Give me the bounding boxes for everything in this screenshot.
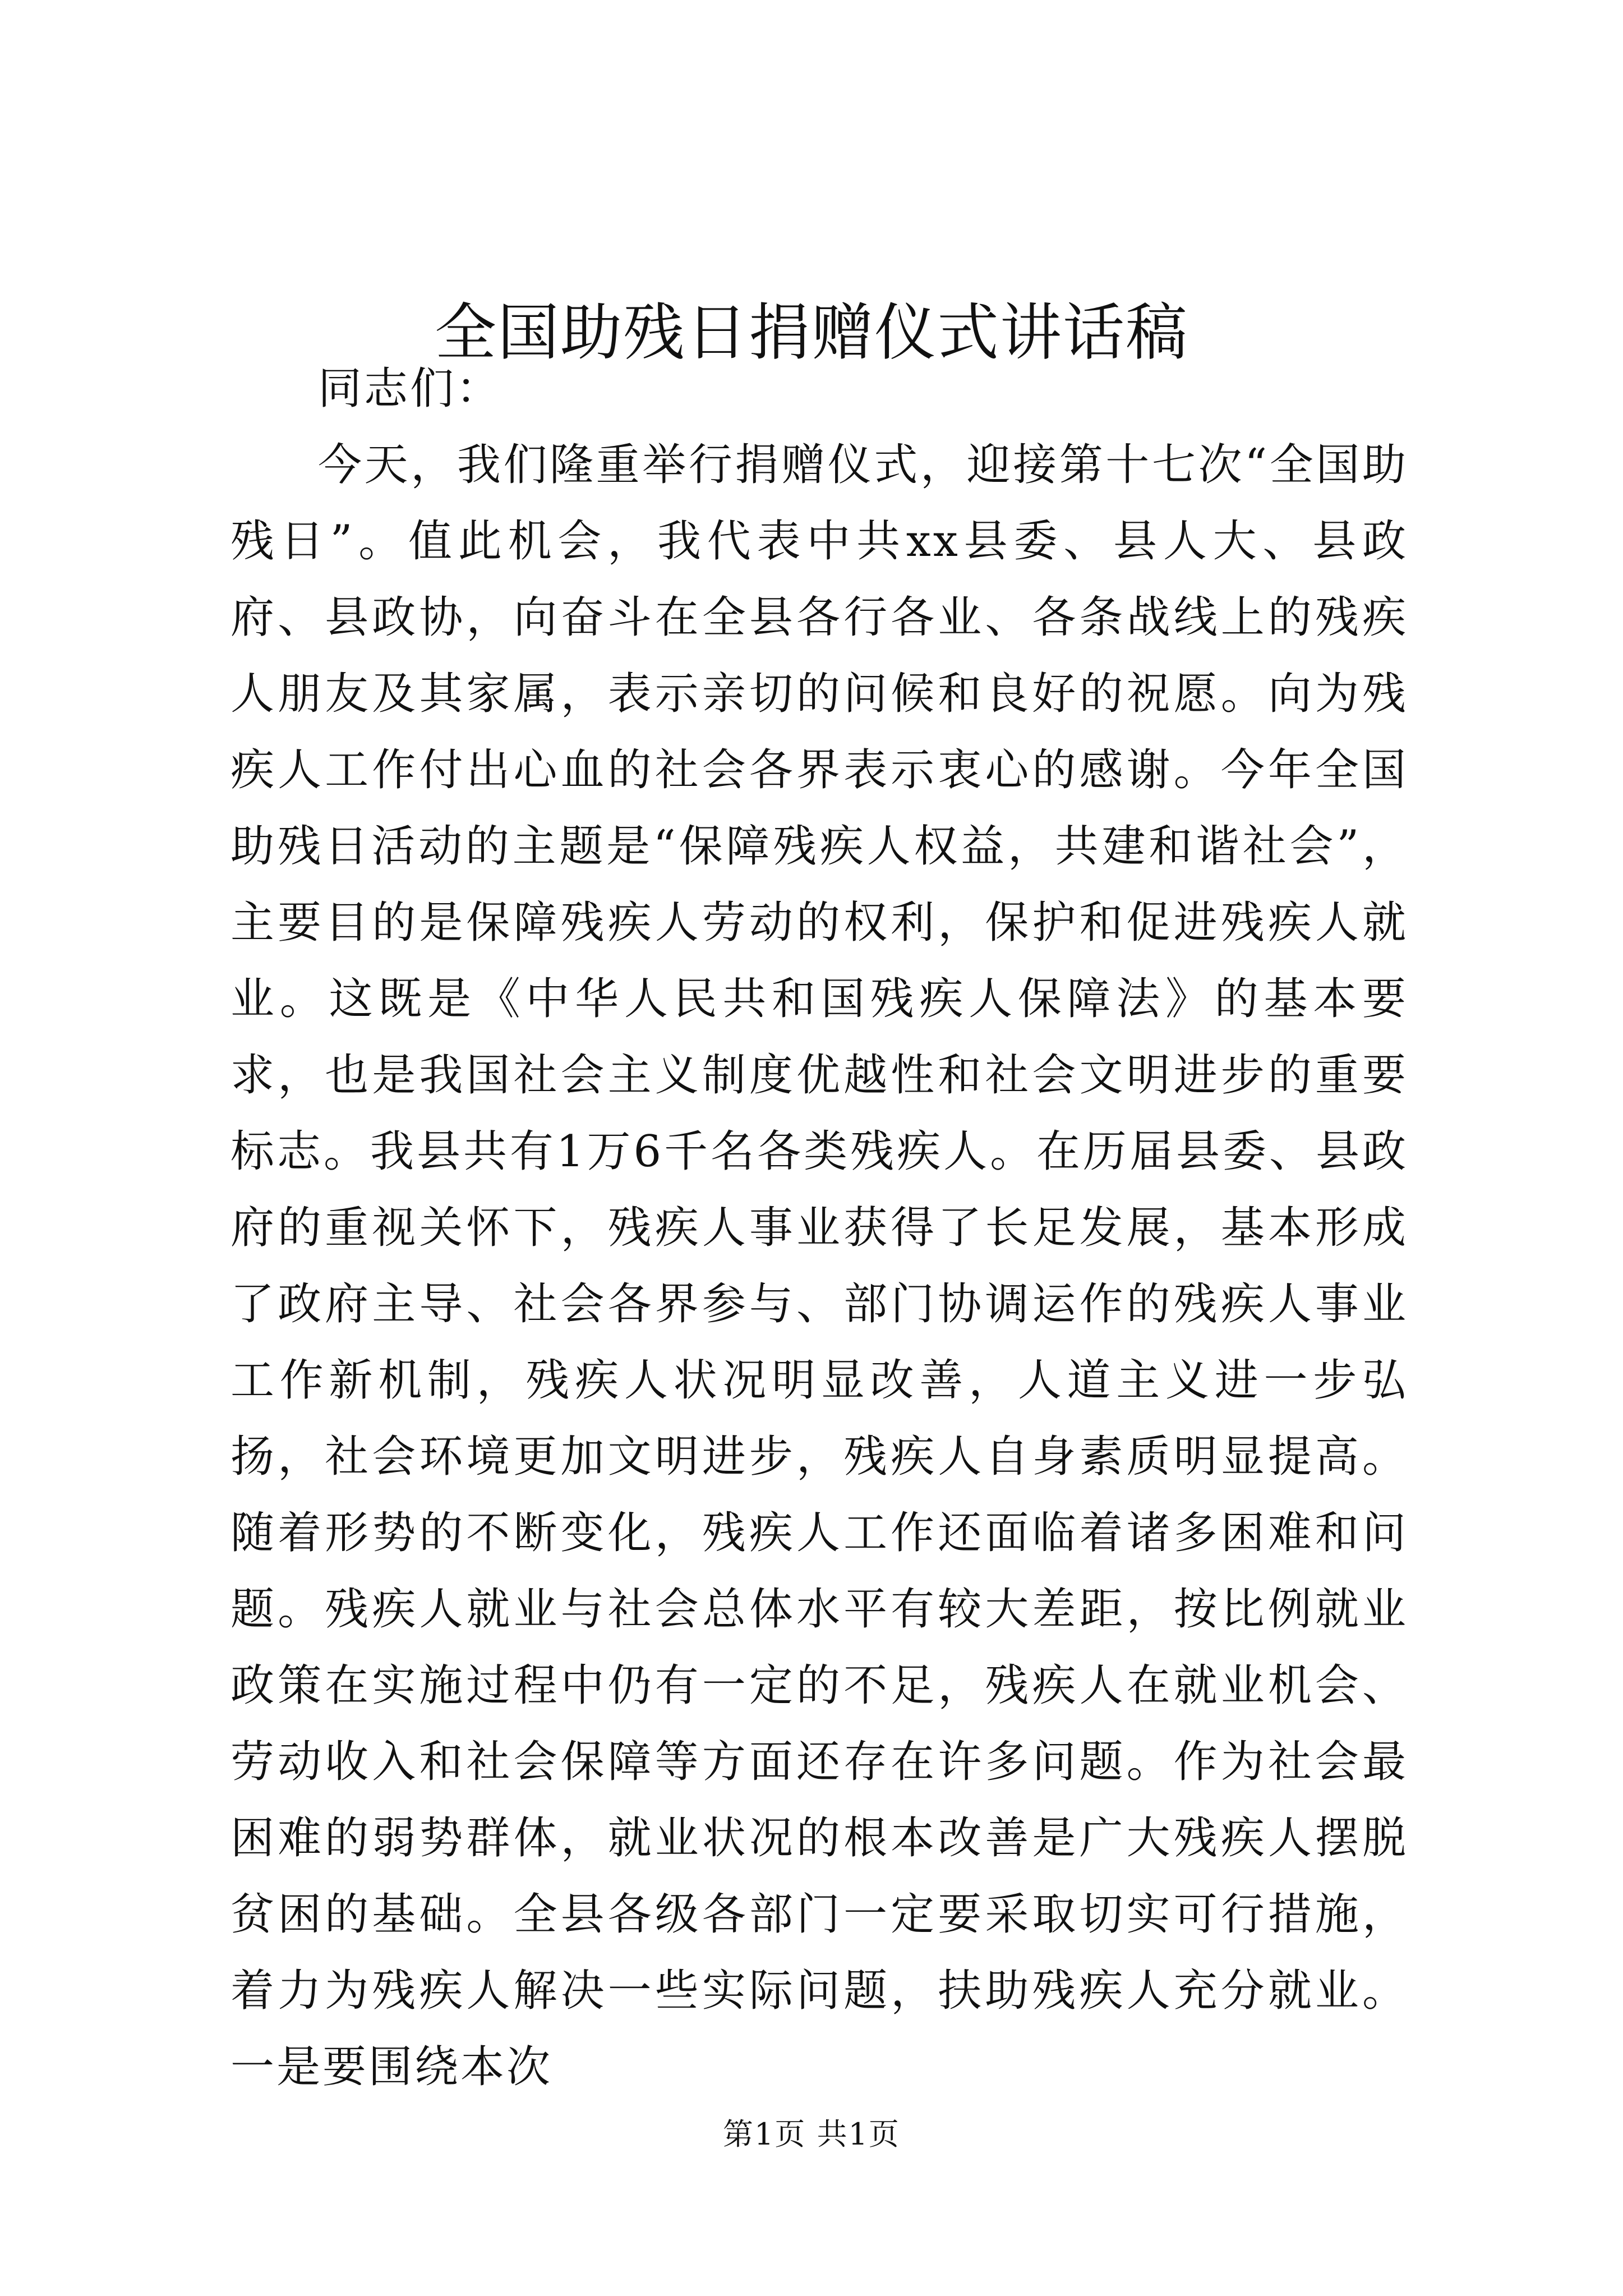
body-paragraph: 今天，我们隆重举行捐赠仪式，迎接第十七次“全国助残日”。值此机会，我代表中共xx县委、县人大、县政府、县政协，向奋斗在全县各行各业、各条战线上的残疾人朋友及其家属，表示亲切的问候和良好的祝愿。向为残疾人工作付出心血的社会各界表示衷心的感谢。今年全国助残日活动的主题是“保障残疾人权益，共建和谐社会”，主要目的是保障残疾人劳动的权利，保护和促进残疾人就业。这既是《中华人民共和国残疾人保障法》的基本要求，也是我国社会主义制度优越性和社会文明进步的重要标志。我县共有1万6千名各类残疾人。在历届县委、县政府的重视关怀下，残疾人事业获得了长足发展，基本形成了政府主导、社会各界参与、部门协调运作的残疾人事业工作新机制，残疾人状况明显改善，人道主义进一步弘扬，社会环境更加文明进步，残疾人自身素质明显提高。随着形势的不断变化，残疾人工作还面临着诸多困难和问题。残疾人就业与社会总体水平有较大差距，按比例就业政策在实施过程中仍有一定的不足，残疾人在就业机会、劳动收入和社会保障等方面还存在许多问题。作为社会最困难的弱势群体，就业状况的根本改善是广大残疾人摆脱贫困的基础。全县各级各部门一定要采取切实可行措施，着力为残疾人解决一些实际问题，扶助残疾人充分就业。一是要围绕本次 <box>230 440 1408 2092</box>
document-body <box>230 351 1408 2105</box>
salutation: 同志们： <box>318 364 502 414</box>
document-title: 全国助残日捐赠仪式讲话稿 <box>435 297 1188 369</box>
page-number-footer: 第1页 共1页 <box>723 2116 900 2152</box>
